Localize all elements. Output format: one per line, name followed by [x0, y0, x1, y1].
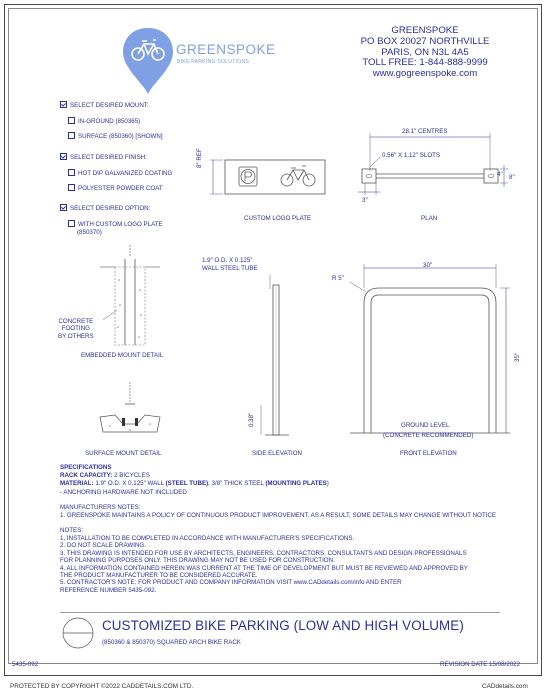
plan-drawing	[350, 125, 520, 205]
note-line: FOR PLANNING PURPOSES ONLY. THIS DRAWING MAY NOT BE USED FOR CONSTRUCTION.	[60, 557, 335, 565]
front-radius-dim: R 5"	[332, 275, 344, 282]
brand-tagline: BIKE PARKING SOLUTIONS	[177, 59, 250, 65]
brand-logo	[120, 26, 276, 98]
side-tube-note-1: 1.9" O.D. X 0.125"	[202, 257, 253, 264]
mfr-notes-header: MANUFACTURERS NOTES:	[60, 504, 141, 511]
mount-option-surface[interactable]: SURFACE (850360) [SHOWN]	[68, 132, 163, 140]
company-line: GREENSPOKE	[391, 25, 459, 36]
note-line: 3. THIS DRAWING IS INTENDED FOR USE BY ARCHITECTS, ENGINEERS, CONTRACTORS, CONSULTANTS AND DESIGN PROFESSIONALS	[60, 549, 467, 557]
company-info	[330, 26, 520, 80]
surface-mount-drawing	[95, 382, 175, 442]
company-line: TOLL FREE: 1-844-888-9999	[362, 57, 488, 69]
notes-header: NOTES:	[60, 527, 84, 534]
option-logo-plate[interactable]: WITH CUSTOM LOGO PLATE	[68, 220, 163, 228]
plan-dim-4: 4"	[497, 171, 503, 178]
embedded-mount-drawing	[95, 245, 175, 355]
revision-date: REVISION DATE 15/08/2022	[440, 661, 521, 668]
plan-centres-dim: 28.1" CENTRES	[402, 128, 448, 135]
checkbox-icon[interactable]	[68, 220, 75, 227]
logo-plate-drawing	[205, 150, 335, 220]
side-tube-note-2: WALL STEEL TUBE	[202, 265, 258, 272]
embedded-caption: EMBEDDED MOUNT DETAIL	[81, 352, 164, 359]
brand-name: GREENSPOKE	[176, 42, 276, 57]
caddetails-link[interactable]: CADdetails.com	[482, 683, 528, 690]
logo-plate-dim: 8" REF	[196, 148, 203, 168]
front-height-dim: 35"	[514, 352, 521, 362]
checkbox-icon[interactable]	[68, 117, 75, 124]
note-line: THE PRODUCT MANUFACTURER TO BE CONSIDERED ACCURATE.	[60, 572, 258, 580]
mfr-note-1: 1. GREENSPOKE MAINTAINS A POLICY OF CONTINUOUS PRODUCT IMPROVEMENT. AS A RESULT, SOME DETAILS MAY CHANGE WITHOUT NOTICE	[60, 512, 497, 519]
logo-plate-caption: CUSTOM LOGO PLATE	[244, 215, 312, 222]
note-line: 5. CONTRACTOR'S NOTE: FOR PRODUCT AND COMPANY INFORMATION VISIT www.CADdetails.com/info AND ENTER	[60, 579, 402, 587]
specs-capacity: RACK CAPACITY: 2 BICYCLES	[60, 472, 150, 479]
note-line: 1. INSTALLATION TO BE COMPLETED IN ACCORDANCE WITH MANUFACTURER'S SPECIFICATIONS.	[60, 535, 355, 542]
side-elevation-drawing	[225, 265, 315, 445]
title-circle-icon	[60, 617, 100, 651]
surface-caption: SURFACE MOUNT DETAIL	[85, 450, 162, 457]
specs-header: SPECIFICATIONS	[60, 464, 112, 471]
mount-header: SELECT DESIRED MOUNT:	[60, 101, 149, 109]
embedded-note: CONCRETE FOOTING BY OTHERS	[58, 318, 94, 340]
company-line: PO BOX 20027 NORTHVILLE	[360, 35, 490, 47]
finish-option-galvanized[interactable]: HOT DIP GALVANIZED COATING	[68, 169, 172, 177]
checkbox-icon[interactable]	[68, 132, 75, 139]
plan-dim-3: 3"	[362, 197, 368, 204]
drawing-title: CUSTOMIZED BIKE PARKING (LOW AND HIGH VOLUME)	[102, 618, 464, 633]
checkbox-checked-icon[interactable]	[60, 153, 67, 160]
checkbox-checked-icon[interactable]	[60, 204, 67, 211]
checkbox-icon[interactable]	[68, 184, 75, 191]
front-elevation-drawing	[330, 258, 530, 448]
specs-material: MATERIAL: 1.9" O.D. X 0.125" WALL (STEEL TUBE), 3/8" THICK STEEL (MOUNTING PLATES)	[60, 480, 329, 487]
bike-icon	[281, 166, 315, 186]
option-header: SELECT DESIRED OPTION:	[60, 204, 150, 212]
plan-dim-8: 8"	[509, 174, 515, 181]
checkbox-icon[interactable]	[68, 169, 75, 176]
side-dim-038: 0.38"	[248, 412, 255, 427]
front-ground-note: (CONCRETE RECOMMENDED)	[383, 432, 474, 439]
plan-slots-note: 0.56" X 1.12" SLOTS	[382, 152, 441, 159]
front-width-dim: 30"	[423, 262, 433, 269]
mount-option-inground[interactable]: IN-GROUND (850365)	[68, 117, 140, 125]
front-caption: FRONT ELEVATION	[400, 450, 457, 457]
company-line: PARIS, ON N3L 4A5	[381, 46, 469, 58]
checkbox-checked-icon[interactable]	[60, 101, 67, 108]
title-block	[60, 612, 500, 651]
note-line: 4. ALL INFORMATION CONTAINED HEREIN WAS CURRENT AT THE TIME OF DEVELOPMENT BUT MUST BE REVIEWED AND APPROVED BY	[60, 564, 468, 572]
note-line: REFERENCE NUMBER 5435-092.	[60, 586, 157, 594]
finish-option-powder[interactable]: POLYESTER POWDER COAT	[68, 184, 163, 192]
option-logo-plate-code: (850370)	[77, 229, 102, 236]
side-caption: SIDE ELEVATION	[252, 450, 302, 457]
front-ground-level: GROUND LEVEL	[401, 422, 450, 429]
plan-caption: PLAN	[421, 215, 438, 222]
company-link[interactable]: www.gogreenspoke.com	[372, 68, 478, 80]
copyright-footer: PROTECTED BY COPYRIGHT ©2022 CADDETAILS.COM LTD.	[10, 683, 194, 690]
note-line: 2. DO NOT SCALE DRAWING.	[60, 542, 146, 550]
specs-anchoring: - ANCHORING HARDWARE NOT INCLUDED	[60, 489, 187, 496]
reference-number: 5435-092	[12, 661, 39, 668]
notes-list	[60, 535, 468, 594]
finish-header: SELECT DESIRED FINISH:	[60, 153, 147, 161]
drawing-subtitle: (850360 & 850370) SQUARED ARCH BIKE RACK	[102, 639, 241, 646]
